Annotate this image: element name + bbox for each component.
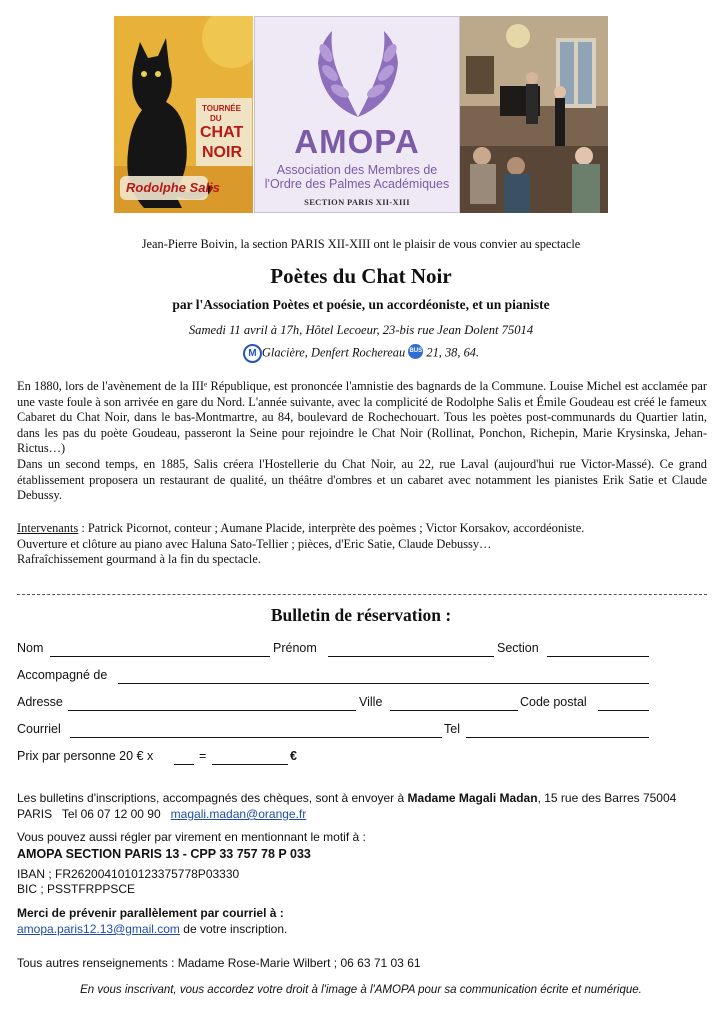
invitation-intro: Jean-Pierre Boivin, la section PARIS XII-XIII ont le plaisir de vous convier au spectacle xyxy=(141,237,581,251)
concert-illustration xyxy=(460,16,608,213)
notify-text: Merci de prévenir parallèlement par courriel à : xyxy=(17,906,284,920)
palm-wreath-icon xyxy=(308,23,408,121)
ville-label: Ville xyxy=(359,695,383,709)
courriel-label: Courriel xyxy=(17,722,61,736)
metro-stations: Glacière, Denfert Rochereau xyxy=(261,345,406,360)
logo-name: AMOPA xyxy=(294,123,420,160)
ville-field[interactable] xyxy=(390,699,518,711)
info-contact: Tous autres renseignements : Madame Rose-Marie Wilbert ; 06 63 71 03 61 xyxy=(17,956,421,970)
prenom-field[interactable] xyxy=(328,645,494,657)
bus-lines: 21, 38, 64. xyxy=(426,345,480,360)
logo-subtitle-1: Association des Membres de xyxy=(276,163,438,177)
metro-icon: M xyxy=(243,344,262,363)
speakers-line-2: Ouverture et clôture au piano avec Haluna Sato-Tellier ; pièces, d'Eric Satie, Claude Debussy… xyxy=(17,536,492,551)
transfer-text: Vous pouvez aussi régler par virement en mentionnant le motif à : xyxy=(17,830,366,844)
prenom-label: Prénom xyxy=(273,641,317,655)
total-field[interactable] xyxy=(212,753,288,765)
poster-title-4: NOIR xyxy=(202,144,242,161)
prix-equals: = xyxy=(199,749,207,763)
accompagne-label: Accompagné de xyxy=(17,668,108,682)
history-paragraph-2: Dans un second temps, en 1885, Salis créera l'Hostellerie du Chat Noir, au 22, rue Laval (aujourd'hui rue Victor-Massé). Ce grand établissement proposera un restaurant de qualité, un théâtre d'ombres et un cabaret avec notamment les pianistes Erik Satie et Claude Debussy. xyxy=(17,456,707,503)
event-subtitle: par l'Association Poètes et poésie, un accordéoniste, et un pianiste xyxy=(172,297,550,312)
image-rights-footer: En vous inscrivant, vous accordez votre droit à l'image à l'AMOPA pour sa communication écrite et numérique. xyxy=(80,984,642,996)
logo-subtitle-2: l'Ordre des Palmes Académiques xyxy=(264,177,450,191)
speakers-label: Intervenants xyxy=(17,521,79,535)
send-city: PARIS Tel 06 07 12 00 90 xyxy=(17,807,161,821)
poster-signature: Rodolphe Salis xyxy=(126,180,220,195)
separator xyxy=(17,594,707,595)
send-address: , 15 rue des Barres 75004 xyxy=(537,791,677,805)
nom-field[interactable] xyxy=(50,645,270,657)
iban: IBAN ; FR2620041010123375778P03330 xyxy=(17,867,240,881)
speakers-line-1: : Patrick Picornot, conteur ; Aumane Placide, interprète des poèmes ; Victor Korsakov, accordéoniste. xyxy=(78,521,585,535)
poster-title-2: DU xyxy=(210,114,222,123)
history-paragraph-1: En 1880, lors de l'avènement de la IIIᵉ République, est prononcée l'amnistie des bagnards de la Commune. Louise Michel est acclamée par une vaste foule à son arrivée en gare du Nord. L'année suivante, avec la complicité de Rodolphe Salis et Émile Goudeau est créé le fameux Cabaret du Chat Noir, dans le bas-Montmartre, au 84, boulevard de Rochechouart. Tous les poètes post-communards du Quartier latin, dans les pas du poète Goudeau, passeront la Seine pour rejoindre le Chat Noir (Rollinat, Ponchon, Richepin, Marie Krysinska, Jehan-Rictus…) xyxy=(17,379,707,456)
send-prefix: Les bulletins d'inscriptions, accompagnés des chèques, sont à envoyer à xyxy=(17,791,408,805)
bic: BIC ; PSSTFRPPSCE xyxy=(17,882,136,896)
section-field[interactable] xyxy=(547,645,649,657)
accompagne-field[interactable] xyxy=(118,672,649,684)
event-date-place: Samedi 11 avril à 17h, Hôtel Lecoeur, 23-bis rue Jean Dolent 75014 xyxy=(188,323,534,337)
transport-line xyxy=(0,344,722,363)
adresse-field[interactable] xyxy=(68,699,356,711)
notify-line xyxy=(17,922,287,936)
quantity-field[interactable] xyxy=(174,753,194,765)
concert-photo xyxy=(460,16,608,213)
nom-label: Nom xyxy=(17,641,44,655)
account-number: AMOPA SECTION PARIS 13 - CPP 33 757 78 P 033 xyxy=(17,847,311,861)
speakers-block xyxy=(17,521,707,568)
history-text xyxy=(17,379,707,504)
prix-currency: € xyxy=(290,749,297,763)
send-email-link[interactable]: magali.madan@orange.fr xyxy=(170,807,307,821)
adresse-label: Adresse xyxy=(17,695,63,709)
prix-label: Prix par personne 20 € x xyxy=(17,749,154,763)
code-postal-label: Code postal xyxy=(520,695,587,709)
send-instructions xyxy=(17,791,712,805)
tel-label: Tel xyxy=(444,722,460,736)
tel-field[interactable] xyxy=(466,726,649,738)
speakers-line-3: Rafraîchissement gourmand à la fin du spectacle. xyxy=(17,552,261,567)
chat-noir-poster xyxy=(114,16,253,213)
send-name: Madame Magali Madan xyxy=(407,791,538,805)
section-label: Section xyxy=(497,641,539,655)
notify-email-link[interactable]: amopa.paris12.13@gmail.com xyxy=(17,922,180,936)
form-title: Bulletin de réservation : xyxy=(270,605,452,625)
notify-suffix: de votre inscription. xyxy=(179,922,288,936)
bus-icon: BUS xyxy=(408,344,423,359)
poster-title-3: CHAT xyxy=(200,124,244,141)
amopa-logo xyxy=(254,16,460,213)
poster-title-1: TOURNÉE xyxy=(202,104,241,113)
logo-section: SECTION PARIS XII-XIII xyxy=(304,197,410,207)
code-postal-field[interactable] xyxy=(598,699,649,711)
send-city-tel xyxy=(17,807,306,821)
event-title: Poètes du Chat Noir xyxy=(270,264,452,288)
courriel-field[interactable] xyxy=(70,726,442,738)
